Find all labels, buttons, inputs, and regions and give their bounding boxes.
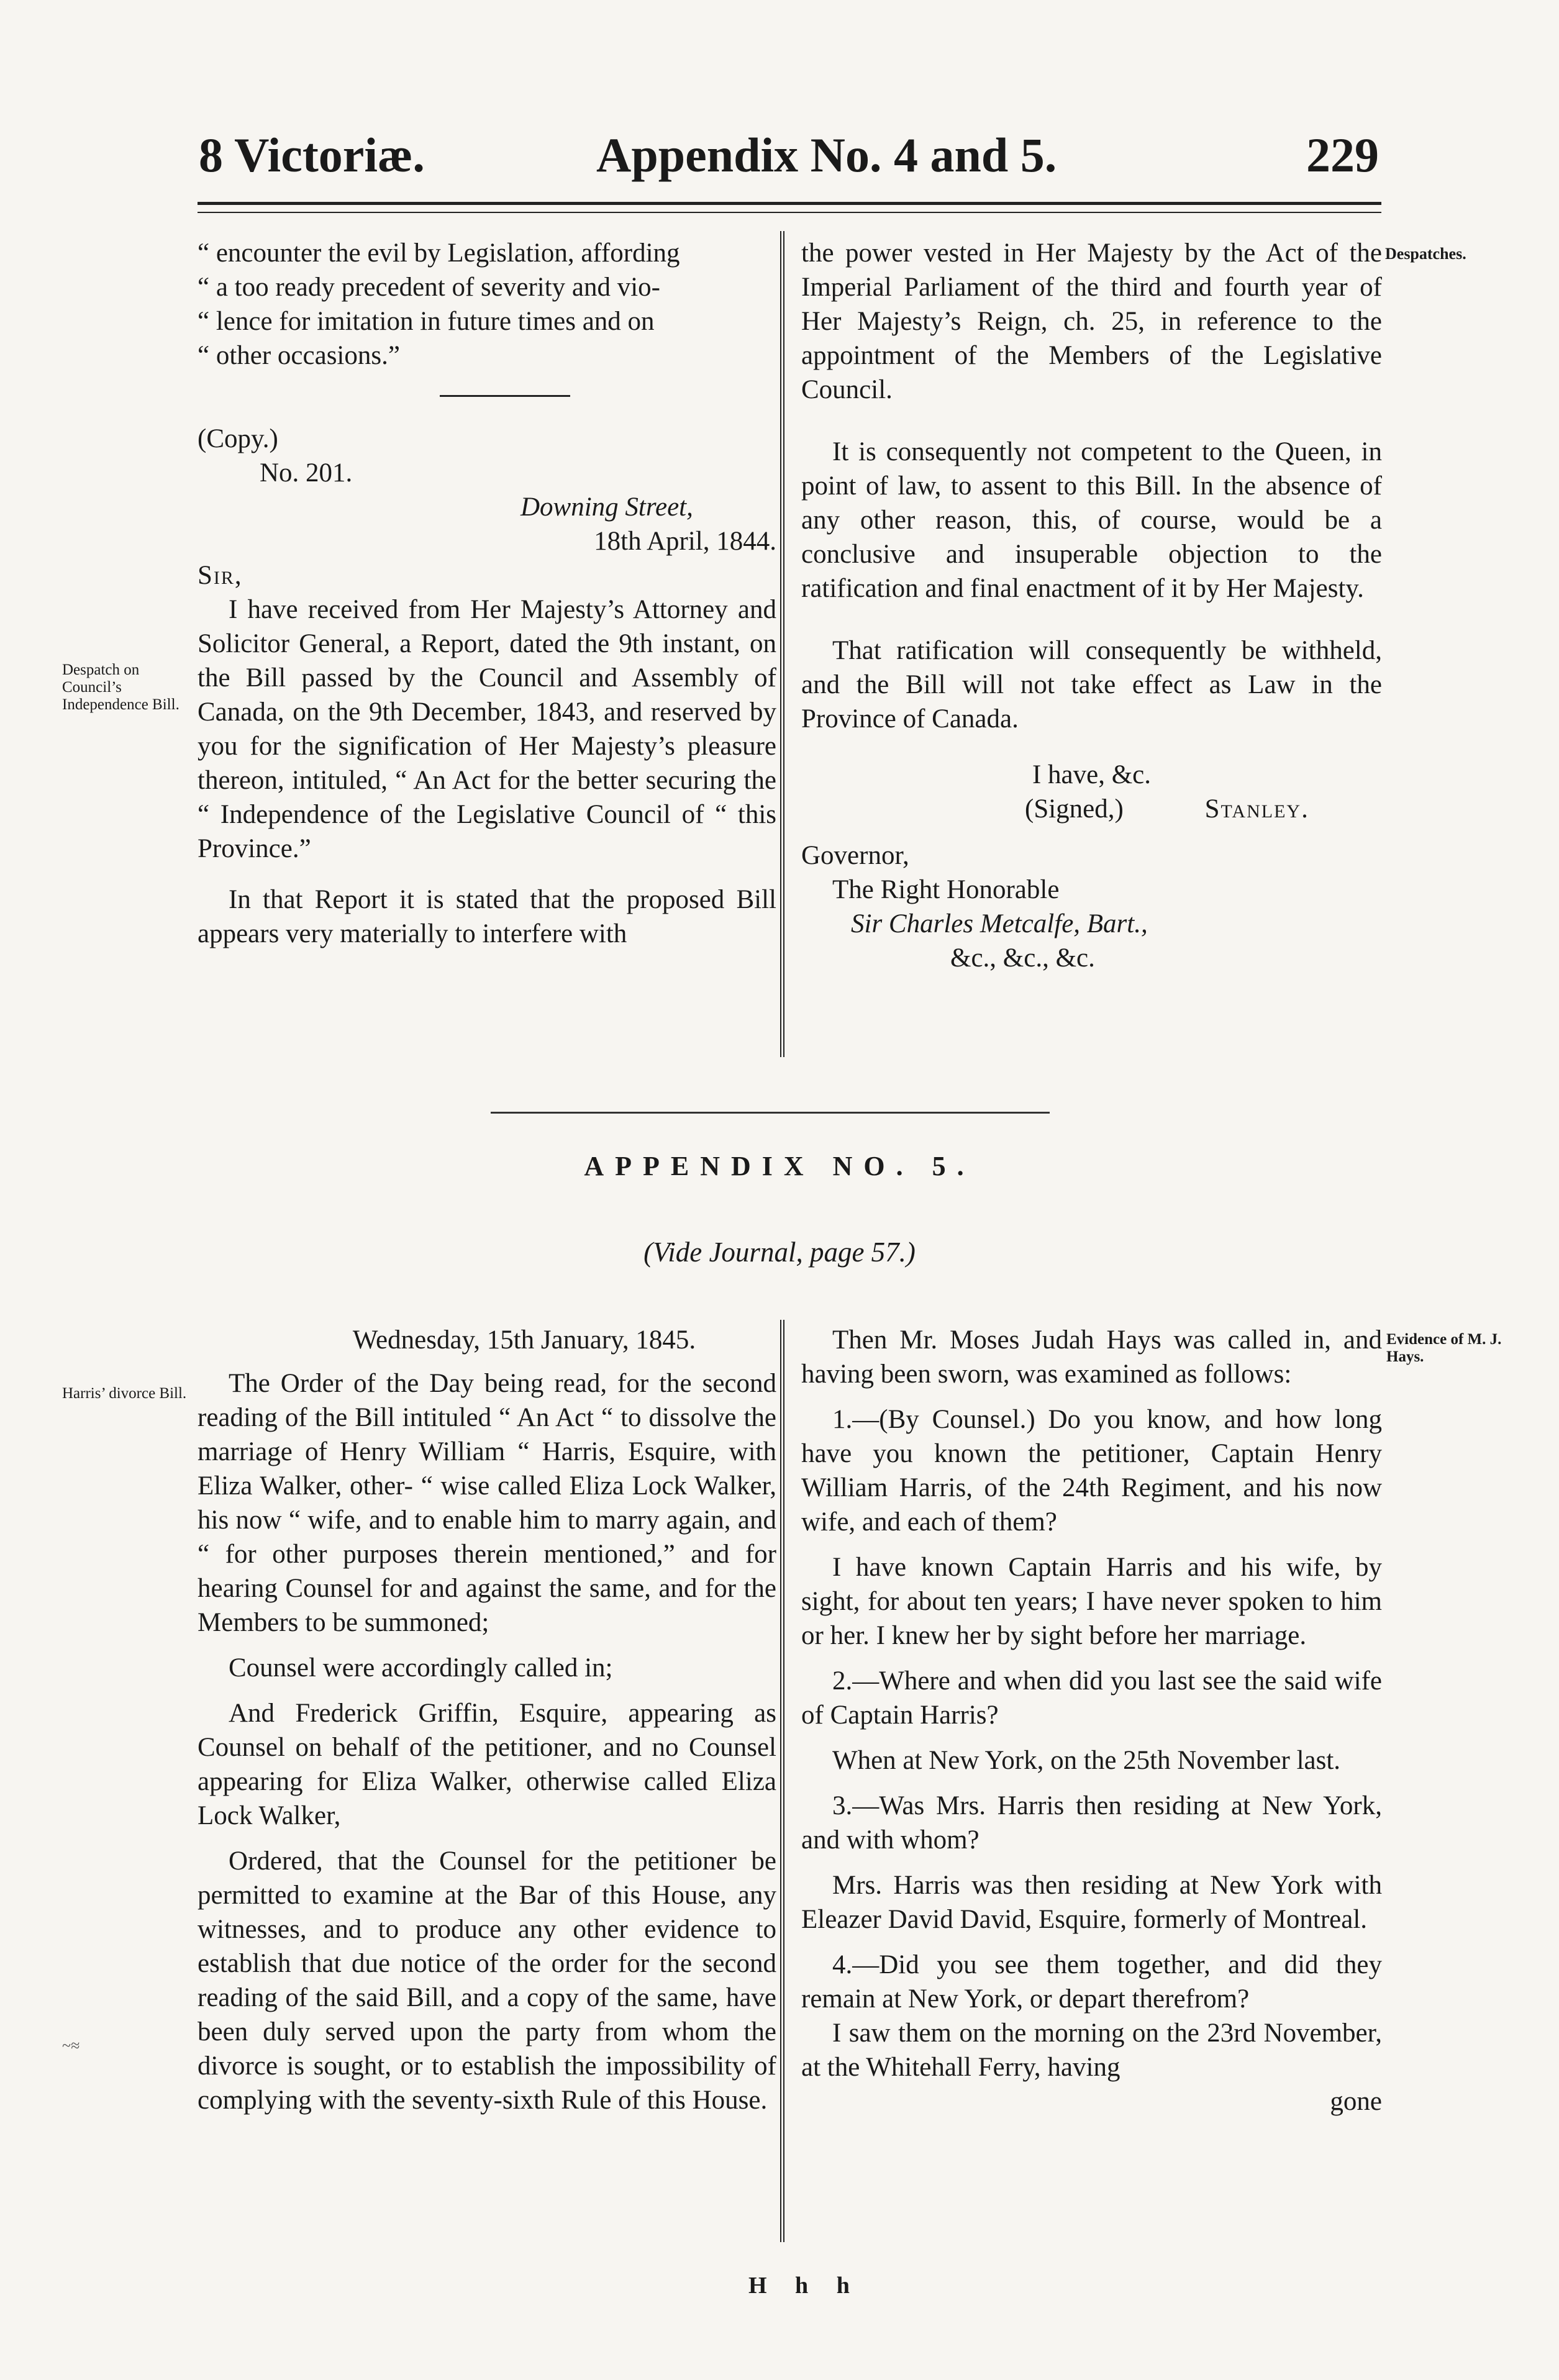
despatch-date: 18th April, 1844. <box>594 527 776 556</box>
despatch-paragraph: I have received from Her Majesty’s Attorney and Solicitor General, a Report, dated the 9th instant, on the Bill passed by the Council and Assembly of Canada, on the 9th December, 1843, and reserved by you for the signification of Her Majesty’s pleasure thereon, intituled, “ An Act for the better securing the “ Independence of the Legislative Council of “ this Province.” <box>198 595 776 863</box>
addressee-line: Sir Charles Metcalfe, Bart., <box>851 909 1148 938</box>
despatch-paragraph: That ratification will consequently be withheld, and the Bill will not take effect as Law in the Province of Canada. <box>801 636 1382 734</box>
proceedings-paragraph: The Order of the Day being read, for the second reading of the Bill intituled “ An Act “ to dissolve the marriage of Henry William “ Harris, Esquire, with Eliza Walker, other- “ wise called Eliza Lock Walker, his now “ wife, and to enable him to marry again, and “ for other purposes therein mentioned,” and for hearing Counsel for and against the same, and for the Members to be summoned; <box>198 1369 776 1637</box>
appendix-title: APPENDIX NO. 5. <box>584 1151 975 1181</box>
question: 3.—Was Mrs. Harris then residing at New York, and with whom? <box>801 1791 1382 1855</box>
dateline: Wednesday, 15th January, 1845. <box>352 1325 696 1355</box>
signature-line <box>801 792 1382 826</box>
top-left-column <box>198 236 776 951</box>
running-title: Appendix No. 4 and 5. <box>596 128 1057 182</box>
answer: I saw them on the morning on the 23rd November, at the Whitehall Ferry, having <box>801 2019 1382 2082</box>
despatch-place: Downing Street, <box>520 493 693 522</box>
salutation: Sir, <box>198 561 243 590</box>
question: 2.—Where and when did you last see the said wife of Captain Harris? <box>801 1666 1382 1730</box>
despatch-paragraph: the power vested in Her Majesty by the Act of the Imperial Parliament of the third and fourth year of Her Majesty’s Reign, ch. 25, in reference to the appointment of the Members of the Legislative Council. <box>801 238 1382 404</box>
vide-reference: (Vide Journal, page 57.) <box>643 1237 916 1268</box>
despatch-paragraph: It is consequently not competent to the Queen, in point of law, to assent to this Bill. In the absence of any other reason, this, of course, would be a conclusive and insuperable objection to the ratification and final enactment of it by Her Majesty. <box>801 437 1382 603</box>
session-label: 8 Victoriæ. <box>199 128 425 182</box>
evidence-paragraph: Then Mr. Moses Judah Hays was called in, and having been sworn, was examined as follows: <box>801 1325 1382 1389</box>
bottom-right-column <box>801 1323 1382 2119</box>
proceedings-paragraph: Counsel were accordingly called in; <box>229 1653 613 1683</box>
ink-smudge-mark: ~≈ <box>62 2037 80 2055</box>
column-divider <box>780 231 784 1057</box>
despatch-number: No. 201. <box>260 458 353 488</box>
header-rule <box>198 202 1381 213</box>
addressee-line: &c., &c., &c. <box>950 943 1095 973</box>
margin-note-evidence: Evidence of M. J. Hays. <box>1386 1331 1502 1365</box>
quote-line: “ other occasions.” <box>198 341 400 370</box>
page-number: 229 <box>1306 128 1379 182</box>
signed-label: (Signed,) <box>1025 794 1124 824</box>
margin-note-harris: Harris’ divorce Bill. <box>62 1385 187 1402</box>
copy-label: (Copy.) <box>198 424 278 453</box>
bottom-left-column <box>198 1323 776 2117</box>
quote-line: “ encounter the evil by Legislation, affording <box>198 238 680 268</box>
despatch-paragraph: In that Report it is stated that the proposed Bill appears very materially to interfere with <box>198 885 776 948</box>
answer: Mrs. Harris was then residing at New York with Eleazer David David, Esquire, formerly of Montreal. <box>801 1871 1382 1934</box>
quote-line: “ a too ready precedent of severity and vio- <box>198 273 661 302</box>
catchword: gone <box>1330 2087 1382 2116</box>
answer: When at New York, on the 25th November last. <box>832 1746 1341 1775</box>
addressee-line: The Right Honorable <box>832 875 1060 904</box>
margin-note-despatches: Despatches. <box>1385 245 1466 263</box>
addressee-line: Governor, <box>801 841 909 870</box>
margin-note-despatch: Despatch on Council’s Independence Bill. <box>62 661 180 713</box>
quote-line: “ lence for imitation in future times and on <box>198 307 655 336</box>
signer-name: Stanley. <box>1204 794 1309 824</box>
column-divider <box>780 1320 784 2242</box>
question: 1.—(By Counsel.) Do you know, and how long have you known the petitioner, Captain Henry William Harris, of the 24th Regiment, and his now wife, and each of them? <box>801 1405 1382 1537</box>
proceedings-paragraph: Ordered, that the Counsel for the petitioner be permitted to examine at the Bar of this House, any witnesses, and to produce any other evidence to establish that due notice of the order for the second reading of the said Bill, and a copy of the same, have been duly served upon the party from whom the divorce is sought, or to establish the impossibility of complying with the seventy-sixth Rule of this House. <box>198 1846 776 2115</box>
answer: I have known Captain Harris and his wife, by sight, for about ten years; I have never spoken to him or her. I knew her by sight before her marriage. <box>801 1553 1382 1650</box>
signature-mark: H h h <box>748 2273 861 2299</box>
page-header <box>199 127 1379 196</box>
top-right-column <box>801 236 1382 975</box>
section-divider <box>440 395 570 397</box>
section-separator <box>491 1112 1050 1117</box>
question: 4.—Did you see them together, and did they remain at New York, or depart therefrom? <box>801 1950 1382 2014</box>
closing: I have, &c. <box>1032 760 1152 789</box>
proceedings-paragraph: And Frederick Griffin, Esquire, appearing as Counsel on behalf of the petitioner, and no Counsel appearing for Eliza Walker, otherwise called Eliza Lock Walker, <box>198 1699 776 1830</box>
